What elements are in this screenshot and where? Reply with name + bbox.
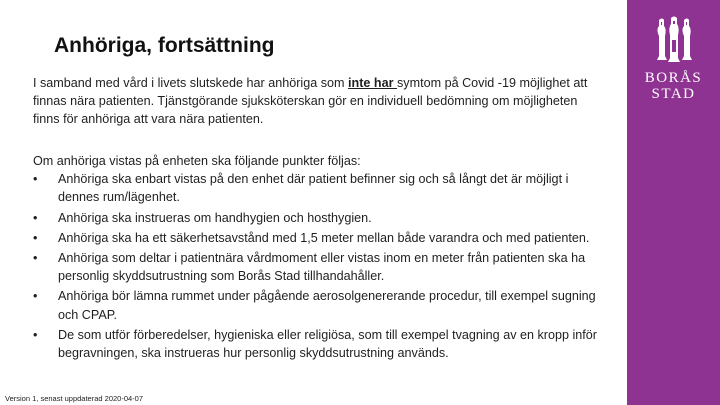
list-item xyxy=(33,287,603,323)
logo-text-line1: BORÅS xyxy=(644,70,703,86)
coat-of-arms-icon xyxy=(653,16,695,64)
intro-underlined-text: inte har xyxy=(348,76,397,90)
bullet-icon: • xyxy=(33,289,38,304)
list-item xyxy=(33,229,603,247)
intro-paragraph xyxy=(33,74,588,129)
bullet-icon: • xyxy=(33,251,38,266)
list-item-text: De som utför förberedelser, hygieniska eller religiösa, som till exempel tvagning av en kropp inför begravningen, ska instrueras hur personlig skyddsutrustning används. xyxy=(58,327,597,361)
bullet-icon: • xyxy=(33,172,38,187)
rules-list xyxy=(33,170,603,362)
list-item-text: Anhöriga ska instrueras om handhygien och hosthygien. xyxy=(58,210,372,225)
rules-section xyxy=(33,152,603,364)
bullet-icon: • xyxy=(33,210,38,225)
slide-title: Anhöriga, fortsättning xyxy=(54,34,275,57)
brand-sidebar xyxy=(627,0,720,405)
list-item-text: Anhöriga ska enbart vistas på den enhet där patient befinner sig och så långt det är möjligt i dennes rum/lägenhet. xyxy=(58,172,569,205)
bullet-icon: • xyxy=(33,327,38,342)
boras-stad-logo xyxy=(627,16,720,102)
intro-text-before: I samband med vård i livets slutskede har anhöriga som xyxy=(33,76,348,90)
list-item-text: Anhöriga ska ha ett säkerhetsavstånd med 1,5 meter mellan både varandra och med patienten. xyxy=(58,230,590,245)
list-item xyxy=(33,249,603,285)
list-item xyxy=(33,326,603,362)
list-item-text: Anhöriga som deltar i patientnära vårdmoment eller vistas inom en meter från patienten ska ha personlig skyddsutrustning som Borås Stad tillhandahåller. xyxy=(58,251,586,284)
list-item xyxy=(33,170,603,206)
list-item xyxy=(33,209,603,227)
version-footer: Version 1, senast uppdaterad 2020-04-07 xyxy=(5,394,144,403)
intro-text-after: symtom på Covid -19 möjlighet att finnas nära patienten. Tjänstgörande sjuksköterskan gör en individuell bedömning om möjligheten finns för anhöriga att vara nära patienten. xyxy=(33,76,588,127)
rules-lead: Om anhöriga vistas på enheten ska följande punkter följas: xyxy=(33,154,361,168)
logo-text-line2: STAD xyxy=(651,86,696,102)
bullet-icon: • xyxy=(33,230,38,245)
list-item-text: Anhöriga bör lämna rummet under pågående aerosolgenererande procedur, till exempel sugning och CPAP. xyxy=(58,289,596,322)
